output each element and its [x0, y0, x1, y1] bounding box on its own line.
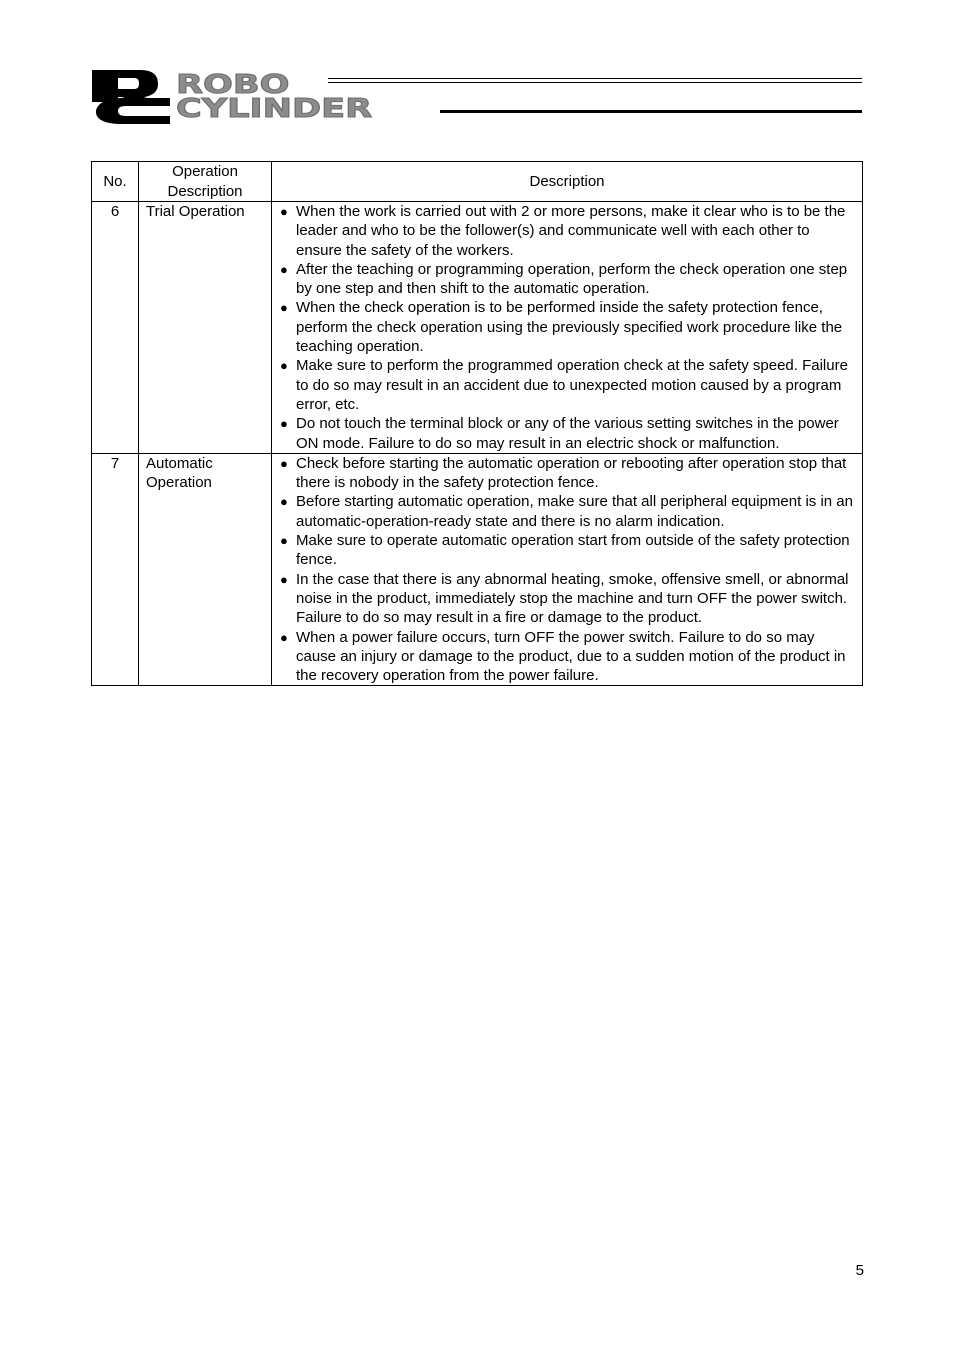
header-rule-top: [328, 78, 862, 79]
header-rule-bottom: [440, 110, 862, 113]
list-item: ● When the check operation is to be performed inside the safety protection fence, perform the check operation using the previously specified work procedure like the teaching operation.: [280, 298, 855, 356]
bullet-list: [280, 454, 855, 686]
operation-safety-table: [91, 161, 863, 686]
list-item: ● When a power failure occurs, turn OFF the power switch. Failure to do so may cause an injury or damage to the product, due to a sudden motion of the product in the recovery operation from the power failure.: [280, 628, 855, 686]
bullet-list: [280, 202, 855, 453]
list-item: ● In the case that there is any abnormal heating, smoke, offensive smell, or abnormal noise in the product, immediately stop the machine and turn OFF the power switch. Failure to do so may result in a fire or damage to the product.: [280, 570, 855, 628]
list-item: ● When the work is carried out with 2 or more persons, make it clear who is to be the leader and who to be the follower(s) and communicate well with each other to ensure the safety of the workers.: [280, 202, 855, 260]
row-operation: Trial Operation: [139, 202, 272, 454]
header-operation: Operation Description: [139, 162, 272, 202]
table-row: [92, 202, 863, 454]
header-no: No.: [92, 162, 139, 202]
logo-text-robo: ROBO: [176, 70, 290, 100]
list-item: ● Do not touch the terminal block or any of the various setting switches in the power ON mode. Failure to do so may result in an electric shock or malfunction.: [280, 414, 855, 453]
header-rule-middle: [328, 82, 862, 83]
logo-text-cylinder: CYLINDER: [176, 94, 373, 124]
robo-cylinder-logo-icon: [92, 68, 174, 124]
table-row: [92, 453, 863, 686]
row-number: 6: [92, 202, 139, 454]
list-item: ● Before starting automatic operation, make sure that all peripheral equipment is in an automatic-operation-ready state and there is no alarm indication.: [280, 492, 855, 531]
list-item: ● Make sure to operate automatic operation start from outside of the safety protection fence.: [280, 531, 855, 570]
page-header: [92, 68, 864, 126]
list-item: ● Make sure to perform the programmed operation check at the safety speed. Failure to do so may result in an accident due to unexpected motion caused by a program error, etc.: [280, 356, 855, 414]
table-header-row: [92, 162, 863, 202]
list-item: ● Check before starting the automatic operation or rebooting after operation stop that there is nobody in the safety protection fence.: [280, 454, 855, 493]
list-item: ● After the teaching or programming operation, perform the check operation one step by one step and then shift to the automatic operation.: [280, 260, 855, 299]
page-number: 5: [855, 1262, 864, 1279]
row-description: [272, 202, 863, 454]
header-description: Description: [272, 162, 863, 202]
row-description: [272, 453, 863, 686]
row-operation: Automatic Operation: [139, 453, 272, 686]
row-number: 7: [92, 453, 139, 686]
